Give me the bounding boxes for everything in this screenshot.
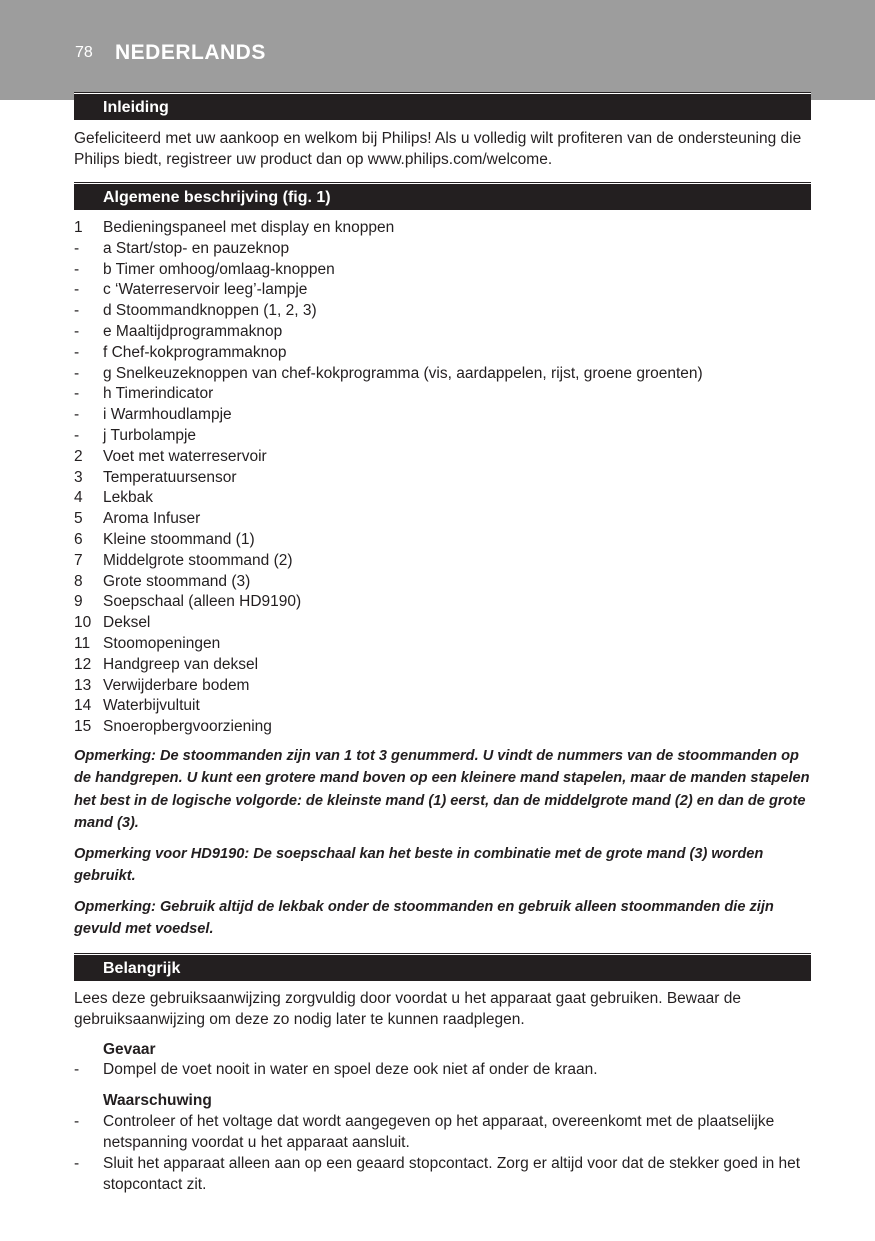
list-item	[74, 613, 811, 634]
list-item-number: 4	[74, 489, 83, 507]
list-item-text: Kleine stoommand (1)	[103, 530, 255, 548]
list-item	[74, 717, 811, 738]
list-item	[74, 447, 811, 468]
list-item-number: 9	[74, 593, 83, 611]
warning-heading: Waarschuwing	[103, 1091, 212, 1109]
list-item-number: -	[74, 426, 80, 444]
warning-list	[74, 1111, 811, 1195]
section-heading-description: Algemene beschrijving (fig. 1)	[74, 183, 811, 210]
danger-heading: Gevaar	[103, 1040, 156, 1058]
list-item-text: Waterbijvultuit	[103, 697, 200, 715]
list-item-text: Aroma Infuser	[103, 510, 201, 528]
list-item-text: Soepschaal (alleen HD9190)	[103, 593, 302, 611]
list-item-number: 5	[74, 510, 83, 528]
list-item-number: -	[74, 1060, 80, 1078]
list-item-text: j Turbolampje	[103, 426, 197, 444]
note-text: Opmerking: De stoommanden zijn van 1 tot 3 genummerd. U vindt de nummers van de stoommanden op de handgrepen. U kunt een grotere mand boven op een kleinere mand stapelen, maar de manden stapelen het best in de logische volgorde: de kleinste mand (1) eerst, dan de middelgrote mand (2) en dan de grote mand (3).	[74, 747, 810, 832]
danger-list	[74, 1060, 811, 1081]
list-item-number: -	[74, 364, 80, 382]
list-item-number: -	[74, 343, 80, 361]
list-item	[74, 364, 811, 385]
list-item-number: 15	[74, 718, 92, 736]
list-item	[74, 218, 811, 239]
list-item	[74, 530, 811, 551]
list-item-text: Temperatuursensor	[103, 468, 237, 486]
list-item	[74, 343, 811, 364]
list-item	[74, 384, 811, 405]
list-item-text: Lekbak	[103, 489, 153, 507]
list-item-number: -	[74, 385, 80, 403]
parts-list	[74, 218, 811, 738]
list-item-text: Bedieningspaneel met display en knoppen	[103, 219, 395, 236]
list-item-text: d Stoommandknoppen (1, 2, 3)	[103, 302, 317, 320]
language-title: NEDERLANDS	[115, 41, 266, 64]
list-item	[74, 426, 811, 447]
list-item-number: -	[74, 322, 80, 340]
list-item-text: Dompel de voet nooit in water en spoel deze ook niet af onder de kraan.	[103, 1060, 598, 1078]
list-item-number: 6	[74, 530, 83, 548]
list-item	[74, 634, 811, 655]
list-item-number: -	[74, 1112, 80, 1130]
warning-item	[74, 1111, 811, 1153]
list-item	[74, 572, 811, 593]
list-item-number: -	[74, 302, 80, 320]
list-item-number: 13	[74, 676, 92, 694]
list-item-text: i Warmhoudlampje	[103, 406, 232, 424]
page-number: 78	[75, 44, 93, 61]
list-item	[74, 468, 811, 489]
list-item-number: 1	[74, 219, 83, 236]
page-header	[0, 0, 875, 100]
section-heading-important: Belangrijk	[74, 954, 811, 981]
list-item-text: Middelgrote stoommand (2)	[103, 551, 293, 569]
list-item	[74, 301, 811, 322]
list-item-text: c ‘Waterreservoir leeg’-lampje	[103, 281, 308, 299]
list-item	[74, 405, 811, 426]
list-item	[74, 592, 811, 613]
list-item	[74, 676, 811, 697]
list-item-number: 12	[74, 655, 92, 673]
list-item	[74, 488, 811, 509]
list-item-text: Grote stoommand (3)	[103, 572, 251, 590]
list-item-number: 2	[74, 447, 83, 465]
list-item-text: Voet met waterreservoir	[103, 447, 267, 465]
list-item-number: 11	[74, 634, 91, 652]
list-item	[74, 655, 811, 676]
danger-item	[74, 1060, 811, 1081]
list-item-text: Deksel	[103, 614, 151, 632]
note-text: Opmerking voor HD9190: De soepschaal kan het beste in combinatie met de grote mand (3) worden gebruikt.	[74, 845, 764, 885]
list-item-text: b Timer omhoog/omlaag-knoppen	[103, 260, 335, 278]
section-heading-intro: Inleiding	[74, 93, 811, 120]
notes	[74, 745, 811, 941]
list-item	[74, 322, 811, 343]
list-item-number: 10	[74, 614, 92, 632]
list-item-text: Handgreep van deksel	[103, 655, 259, 673]
list-item-number: -	[74, 239, 80, 257]
list-item-number: -	[74, 281, 80, 299]
list-item-number: 14	[74, 697, 92, 715]
list-item	[74, 239, 811, 260]
list-item-number: 3	[74, 468, 83, 486]
note-text: Opmerking: Gebruik altijd de lekbak onder de stoommanden en gebruik alleen stoommanden die zijn gevuld met voedsel.	[74, 898, 774, 938]
list-item-text: Verwijderbare bodem	[103, 676, 250, 694]
warning-item	[74, 1153, 811, 1195]
list-item	[74, 696, 811, 717]
intro-text: Gefeliciteerd met uw aankoop en welkom bij Philips! Als u volledig wilt profiteren van de ondersteuning die Philips biedt, registreer uw product dan op www.philips.com/welcome.	[74, 130, 802, 168]
page-content	[74, 93, 811, 1195]
list-item-number: -	[74, 1154, 80, 1172]
list-item-text: Snoeropbergvoorziening	[103, 718, 272, 736]
list-item-number: 7	[74, 551, 83, 569]
list-item-number: -	[74, 406, 80, 424]
list-item-text: f Chef-kokprogrammaknop	[103, 343, 287, 361]
list-item-text: h Timerindicator	[103, 385, 214, 403]
list-item	[74, 509, 811, 530]
list-item-text: Sluit het apparaat alleen aan op een geaard stopcontact. Zorg er altijd voor dat de stekker goed in het stopcontact zit.	[103, 1154, 801, 1193]
list-item-text: Controleer of het voltage dat wordt aangegeven op het apparaat, overeenkomt met de plaatselijke netspanning voordat u het apparaat aansluit.	[103, 1112, 775, 1151]
list-item-text: a Start/stop- en pauzeknop	[103, 239, 290, 257]
list-item-number: -	[74, 260, 80, 278]
important-text: Lees deze gebruiksaanwijzing zorgvuldig door voordat u het apparaat gaat gebruiken. Bewaar de gebruiksaanwijzing om deze zo nodig later te kunnen raadplegen.	[74, 989, 741, 1028]
list-item-text: e Maaltijdprogrammaknop	[103, 322, 283, 340]
list-item-text: Stoomopeningen	[103, 634, 221, 652]
list-item	[74, 551, 811, 572]
list-item-number: 8	[74, 572, 83, 590]
list-item-text: g Snelkeuzeknoppen van chef-kokprogramma (vis, aardappelen, rijst, groene groenten)	[103, 364, 703, 382]
list-item	[74, 260, 811, 281]
list-item	[74, 280, 811, 301]
